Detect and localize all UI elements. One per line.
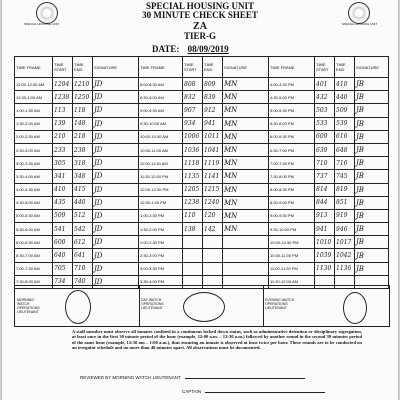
- cell-time-end[interactable]: 819: [335, 183, 355, 196]
- col-time-frame: TIME FRAME: [15, 57, 53, 78]
- cell-signature[interactable]: MN: [223, 78, 269, 91]
- cell-time-start[interactable]: [183, 249, 203, 262]
- cell-time-frame: 9:00-9:30 AM: [139, 104, 183, 117]
- cell-signature[interactable]: JD: [93, 170, 139, 183]
- cell-time-start[interactable]: 113: [53, 104, 73, 117]
- check-log-table: [14, 56, 389, 289]
- cell-time-frame: 7:00-7:30 PM: [269, 157, 315, 170]
- cell-time-frame: 2:30-3:00 AM: [15, 143, 53, 156]
- cell-time-start[interactable]: 233: [53, 143, 73, 156]
- cell-time-end[interactable]: 710: [73, 262, 93, 275]
- cell-signature[interactable]: MN: [223, 170, 269, 183]
- cell-time-start[interactable]: 640: [53, 249, 73, 262]
- cell-time-end[interactable]: 1240: [203, 196, 223, 209]
- cell-signature[interactable]: MN: [223, 104, 269, 117]
- cell-signature[interactable]: MN: [223, 91, 269, 104]
- signoff-row: [14, 285, 390, 327]
- cell-signature[interactable]: JB: [355, 209, 389, 222]
- cell-signature[interactable]: JD: [93, 209, 139, 222]
- cell-time-start[interactable]: 139: [53, 117, 73, 130]
- cell-time-start[interactable]: 541: [53, 223, 73, 236]
- cell-time-start[interactable]: 1118: [183, 157, 203, 170]
- cell-time-start[interactable]: 1205: [183, 183, 203, 196]
- cell-time-end[interactable]: 839: [203, 91, 223, 104]
- cell-time-start[interactable]: 808: [183, 78, 203, 91]
- cell-time-start[interactable]: 609: [315, 130, 335, 143]
- cell-time-start[interactable]: 503: [315, 104, 335, 117]
- col-time-start: TIME START: [183, 57, 203, 78]
- handwritten-signature-icon: [183, 292, 225, 322]
- cell-signature[interactable]: JD: [93, 183, 139, 196]
- table-row: [15, 143, 389, 156]
- cell-time-frame: 5:30-6:00 PM: [269, 117, 315, 130]
- cell-signature[interactable]: MN: [223, 157, 269, 170]
- cell-time-frame: 11:30-12:00 PM: [139, 170, 183, 183]
- cell-signature[interactable]: JB: [355, 223, 389, 236]
- cell-time-end[interactable]: 1011: [203, 130, 223, 143]
- cell-time-frame: 7:30-8:00 PM: [269, 170, 315, 183]
- cell-time-end[interactable]: 348: [73, 170, 93, 183]
- cell-time-end[interactable]: 542: [73, 223, 93, 236]
- cell-time-end[interactable]: [203, 236, 223, 249]
- cell-time-end[interactable]: 118: [73, 104, 93, 117]
- col-signature: SIGNATURE: [223, 57, 269, 78]
- cell-time-start[interactable]: 1238: [183, 196, 203, 209]
- table-row: [15, 130, 389, 143]
- cell-time-end[interactable]: 1250: [73, 91, 93, 104]
- cell-signature[interactable]: JD: [93, 236, 139, 249]
- cell-time-start[interactable]: 913: [315, 209, 335, 222]
- cell-time-start[interactable]: 341: [53, 170, 73, 183]
- cell-time-frame: 7:30-8:00 AM: [15, 275, 53, 288]
- cell-time-start[interactable]: 1036: [183, 143, 203, 156]
- cell-time-start[interactable]: [183, 236, 203, 249]
- unit-label: ZA: [193, 21, 207, 32]
- cell-time-frame: 3:30-4:00 AM: [15, 170, 53, 183]
- cell-signature[interactable]: JB: [355, 78, 389, 91]
- cell-time-frame: 3:00-3:30 AM: [15, 157, 53, 170]
- cell-time-frame: 9:30-10:00 AM: [139, 117, 183, 130]
- table-row: [15, 223, 389, 236]
- cell-time-frame: 11:30-12:00 AM: [269, 275, 315, 288]
- cell-time-start[interactable]: 1006: [183, 130, 203, 143]
- title-line-2: 30 MINUTE CHECK SHEET: [142, 10, 258, 20]
- cell-time-frame: 12:30-1:00 AM: [15, 91, 53, 104]
- cell-signature[interactable]: JB: [355, 130, 389, 143]
- cell-time-frame: 4:30-5:00 PM: [269, 91, 315, 104]
- cell-time-frame: 10:00-10:30 PM: [269, 236, 315, 249]
- cell-time-start[interactable]: 814: [315, 183, 335, 196]
- col-signature: SIGNATURE: [93, 57, 139, 78]
- tier-label: TIER-G: [183, 31, 216, 41]
- cell-signature[interactable]: JD: [93, 262, 139, 275]
- cell-time-end[interactable]: 1042: [335, 249, 355, 262]
- captain-label: CAPTAIN: [182, 389, 202, 394]
- cell-time-start[interactable]: 435: [53, 196, 73, 209]
- cell-time-end[interactable]: 512: [73, 209, 93, 222]
- date-label: DATE:: [152, 44, 180, 54]
- cell-time-start[interactable]: 138: [183, 223, 203, 236]
- col-time-frame: TIME FRAME: [269, 57, 315, 78]
- captain-field[interactable]: [182, 389, 325, 394]
- cell-time-frame: 2:00-2:30 PM: [139, 236, 183, 249]
- title-line-1: SPECIAL HOUSING UNIT: [145, 1, 255, 11]
- cell-time-frame: 8:30-9:00 PM: [269, 196, 315, 209]
- cell-time-start[interactable]: 305: [53, 157, 73, 170]
- cell-time-frame: 4:00-4:30 PM: [269, 78, 315, 91]
- cell-signature[interactable]: JD: [93, 104, 139, 117]
- cell-time-frame: 11:00-11:30 AM: [139, 157, 183, 170]
- cell-time-end[interactable]: 410: [335, 78, 355, 91]
- table-row: [15, 236, 389, 249]
- col-time-end: TIME END: [335, 57, 355, 78]
- cell-time-frame: 6:30-7:00 AM: [15, 249, 53, 262]
- col-time-end: TIME END: [203, 57, 223, 78]
- seal-right-caption: SPECIAL HOUSING UNIT: [342, 22, 378, 26]
- cell-time-frame: 11:00-11:30 PM: [269, 262, 315, 275]
- cell-time-frame: 3:00-3:30 PM: [139, 262, 183, 275]
- cell-signature[interactable]: JD: [93, 117, 139, 130]
- cell-time-frame: 8:30-9:00 AM: [139, 91, 183, 104]
- cell-time-end[interactable]: 912: [203, 104, 223, 117]
- cell-time-frame: 1:30-2:00 AM: [15, 117, 53, 130]
- cell-time-end[interactable]: 1136: [335, 262, 355, 275]
- cell-time-start[interactable]: [183, 262, 203, 275]
- cell-time-end[interactable]: 1141: [203, 170, 223, 183]
- cell-signature[interactable]: JD: [93, 196, 139, 209]
- cell-time-start[interactable]: 1130: [315, 262, 335, 275]
- table-row: [15, 157, 389, 170]
- cell-time-frame: 4:30-5:00 AM: [15, 196, 53, 209]
- cell-time-start[interactable]: 600: [53, 236, 73, 249]
- reviewed-by-field[interactable]: [80, 375, 305, 380]
- cell-time-start[interactable]: 934: [183, 117, 203, 130]
- cell-time-frame: 12:00-12:30 AM: [15, 78, 53, 91]
- cell-signature[interactable]: MN: [223, 130, 269, 143]
- cell-time-frame: 8:00-8:30 PM: [269, 183, 315, 196]
- cell-signature[interactable]: JB: [355, 157, 389, 170]
- cell-time-start[interactable]: 639: [315, 143, 335, 156]
- col-time-start: TIME START: [53, 57, 73, 78]
- cell-time-end[interactable]: 946: [335, 223, 355, 236]
- cell-time-end[interactable]: 415: [73, 183, 93, 196]
- cell-time-end[interactable]: 539: [335, 117, 355, 130]
- check-sheet-page: [2, 0, 398, 400]
- cell-time-end[interactable]: 509: [335, 104, 355, 117]
- cell-time-frame: 10:00-10:30 AM: [139, 130, 183, 143]
- cell-time-frame: 2:00-2:30 AM: [15, 130, 53, 143]
- cell-signature[interactable]: MN: [223, 117, 269, 130]
- signoff-day[interactable]: [139, 286, 264, 326]
- cell-time-frame: 1:00-1:30 AM: [15, 104, 53, 117]
- seal-left-caption: SPECIAL HOUSING UNIT: [24, 22, 60, 26]
- cell-time-end[interactable]: 809: [203, 78, 223, 91]
- cell-time-frame: 9:00-9:30 PM: [269, 209, 315, 222]
- table-row: [15, 91, 389, 104]
- date-value: 08/09/2019: [187, 44, 229, 54]
- col-time-end: TIME END: [73, 57, 93, 78]
- cell-time-start[interactable]: 734: [53, 275, 73, 288]
- cell-signature[interactable]: MN: [223, 209, 269, 222]
- cell-time-end[interactable]: 238: [73, 143, 93, 156]
- cell-time-start[interactable]: 941: [315, 223, 335, 236]
- cell-time-frame: 3:30-4:00 PM: [139, 275, 183, 288]
- cell-time-frame: 1:00-1:30 PM: [139, 209, 183, 222]
- cell-time-start[interactable]: 832: [183, 91, 203, 104]
- col-signature: SIGNATURE: [355, 57, 389, 78]
- cell-time-end[interactable]: 919: [335, 209, 355, 222]
- cell-time-frame: 12:00-12:30 PM: [139, 183, 183, 196]
- cell-time-end[interactable]: 745: [335, 170, 355, 183]
- cell-time-start[interactable]: 1204: [53, 78, 73, 91]
- cell-time-end[interactable]: 1210: [73, 78, 93, 91]
- reviewed-by-label: REVIEWED BY MORNING WATCH LIEUTENANT: [80, 375, 181, 380]
- cell-time-end[interactable]: 716: [335, 157, 355, 170]
- cell-time-start[interactable]: 1010: [315, 236, 335, 249]
- cell-time-start[interactable]: 1039: [315, 249, 335, 262]
- table-row: [15, 78, 389, 91]
- signoff-morning-label: MORNING WATCH OPERATIONS LIEUTENANT: [17, 298, 40, 314]
- cell-time-end[interactable]: 1215: [203, 183, 223, 196]
- table-row: [15, 170, 389, 183]
- cell-time-frame: 7:00-7:30 AM: [15, 262, 53, 275]
- cell-signature[interactable]: JB: [355, 117, 389, 130]
- cell-time-end[interactable]: 941: [203, 117, 223, 130]
- cell-signature[interactable]: JB: [355, 236, 389, 249]
- cell-time-start[interactable]: 844: [315, 196, 335, 209]
- cell-signature[interactable]: JB: [355, 170, 389, 183]
- cell-time-frame: 1:30-2:00 PM: [139, 223, 183, 236]
- cell-time-start[interactable]: 432: [315, 91, 335, 104]
- col-time-start: TIME START: [315, 57, 335, 78]
- cell-time-start[interactable]: 710: [315, 157, 335, 170]
- table-row: [15, 262, 389, 275]
- cell-time-start[interactable]: 401: [315, 78, 335, 91]
- cell-signature[interactable]: MN: [223, 183, 269, 196]
- cell-signature[interactable]: [223, 262, 269, 275]
- table-row: [15, 249, 389, 262]
- cell-time-end[interactable]: 740: [73, 275, 93, 288]
- cell-time-end[interactable]: 148: [73, 117, 93, 130]
- cell-time-end[interactable]: 1041: [203, 143, 223, 156]
- cell-signature[interactable]: MN: [223, 143, 269, 156]
- cell-signature[interactable]: JB: [355, 91, 389, 104]
- cell-time-end[interactable]: 641: [73, 249, 93, 262]
- cell-signature[interactable]: JD: [93, 223, 139, 236]
- cell-time-frame: 6:00-6:30 AM: [15, 236, 53, 249]
- cell-signature[interactable]: JB: [355, 262, 389, 275]
- cell-time-end[interactable]: 120: [203, 209, 223, 222]
- handwritten-signature-icon: [343, 292, 367, 324]
- cell-signature[interactable]: JD: [93, 130, 139, 143]
- cell-signature[interactable]: [223, 249, 269, 262]
- cell-time-end[interactable]: 440: [73, 196, 93, 209]
- cell-time-start[interactable]: 110: [183, 209, 203, 222]
- cell-time-start[interactable]: 705: [53, 262, 73, 275]
- table-row: [15, 117, 389, 130]
- cell-time-end[interactable]: 612: [73, 236, 93, 249]
- cell-time-end[interactable]: 1017: [335, 236, 355, 249]
- cell-time-frame: 2:30-3:00 PM: [139, 249, 183, 262]
- policy-note: A staff member must observe all inmates confined in a continuous locked down status, such as administrative detention or disciplinary segregation, at least once in the first 30 minute period of the hour (example, 12:00 a.m. – 12:30 a.m.) followed by another round in the second 30 minutes period of the same hour (example, 12:30 am – 1:00 a.m.), thus ensuring an inmate is observed at least twice per hour. These rounds are to be conducted on an irregular schedule and no more than 40 minutes apart. All observations must be documented.: [72, 329, 362, 351]
- cell-time-frame: 5:00-5:30 AM: [15, 209, 53, 222]
- cell-time-start[interactable]: 509: [53, 209, 73, 222]
- cell-signature[interactable]: JD: [93, 275, 139, 288]
- cell-time-frame: 5:30-6:00 AM: [15, 223, 53, 236]
- cell-time-frame: 4:00-4:30 AM: [15, 183, 53, 196]
- cell-time-end[interactable]: 616: [335, 130, 355, 143]
- cell-time-end[interactable]: 218: [73, 130, 93, 143]
- cell-time-frame: 10:30-11:00 AM: [139, 143, 183, 156]
- cell-time-start[interactable]: 410: [53, 183, 73, 196]
- cell-signature[interactable]: JB: [355, 183, 389, 196]
- cell-signature[interactable]: JB: [355, 249, 389, 262]
- cell-time-frame: 10:30-11:00 PM: [269, 249, 315, 262]
- cell-time-frame: 6:00-6:30 PM: [269, 130, 315, 143]
- cell-time-end[interactable]: [203, 249, 223, 262]
- cell-time-end[interactable]: 440: [335, 91, 355, 104]
- table-row: [15, 196, 389, 209]
- cell-time-end[interactable]: 648: [335, 143, 355, 156]
- signoff-evening[interactable]: [263, 286, 389, 326]
- cell-time-start[interactable]: 533: [315, 117, 335, 130]
- cell-time-start[interactable]: 907: [183, 104, 203, 117]
- cell-time-end[interactable]: 142: [203, 223, 223, 236]
- signoff-morning[interactable]: [15, 286, 140, 326]
- col-time-frame: TIME FRAME: [139, 57, 183, 78]
- cell-signature[interactable]: JB: [355, 143, 389, 156]
- cell-time-end[interactable]: 318: [73, 157, 93, 170]
- log-body: [15, 78, 389, 289]
- cell-signature[interactable]: JD: [93, 157, 139, 170]
- handwritten-signature-icon: [65, 290, 91, 324]
- table-row: [15, 183, 389, 196]
- cell-time-start[interactable]: 210: [53, 130, 73, 143]
- cell-signature[interactable]: JD: [93, 91, 139, 104]
- cell-signature[interactable]: JD: [93, 143, 139, 156]
- signoff-day-label: DAY WATCH OPERATIONS LIEUTENANT: [141, 298, 164, 310]
- table-row: [15, 104, 389, 117]
- cell-time-start[interactable]: 1238: [53, 91, 73, 104]
- cell-signature[interactable]: JB: [355, 196, 389, 209]
- cell-signature[interactable]: [223, 236, 269, 249]
- cell-signature[interactable]: MN: [223, 196, 269, 209]
- cell-time-frame: 5:00-5:30 PM: [269, 104, 315, 117]
- cell-signature[interactable]: JB: [355, 104, 389, 117]
- cell-time-frame: 8:00-8:30 AM: [139, 78, 183, 91]
- table-header-row: [15, 57, 389, 78]
- cell-time-start[interactable]: 737: [315, 170, 335, 183]
- date-field: [152, 44, 229, 54]
- cell-signature[interactable]: MN: [223, 223, 269, 236]
- cell-time-frame: 12:30-1:00 PM: [139, 196, 183, 209]
- cell-time-end[interactable]: [203, 262, 223, 275]
- cell-time-frame: 6:30-7:00 PM: [269, 143, 315, 156]
- cell-signature[interactable]: JD: [93, 249, 139, 262]
- cell-time-end[interactable]: 1119: [203, 157, 223, 170]
- signoff-evening-label: EVENING WATCH OPERATIONS LIEUTENANT: [265, 298, 295, 310]
- cell-time-end[interactable]: 851: [335, 196, 355, 209]
- cell-time-frame: 9:30-10:00 PM: [269, 223, 315, 236]
- cell-time-start[interactable]: 1135: [183, 170, 203, 183]
- table-row: [15, 209, 389, 222]
- cell-signature[interactable]: JD: [93, 78, 139, 91]
